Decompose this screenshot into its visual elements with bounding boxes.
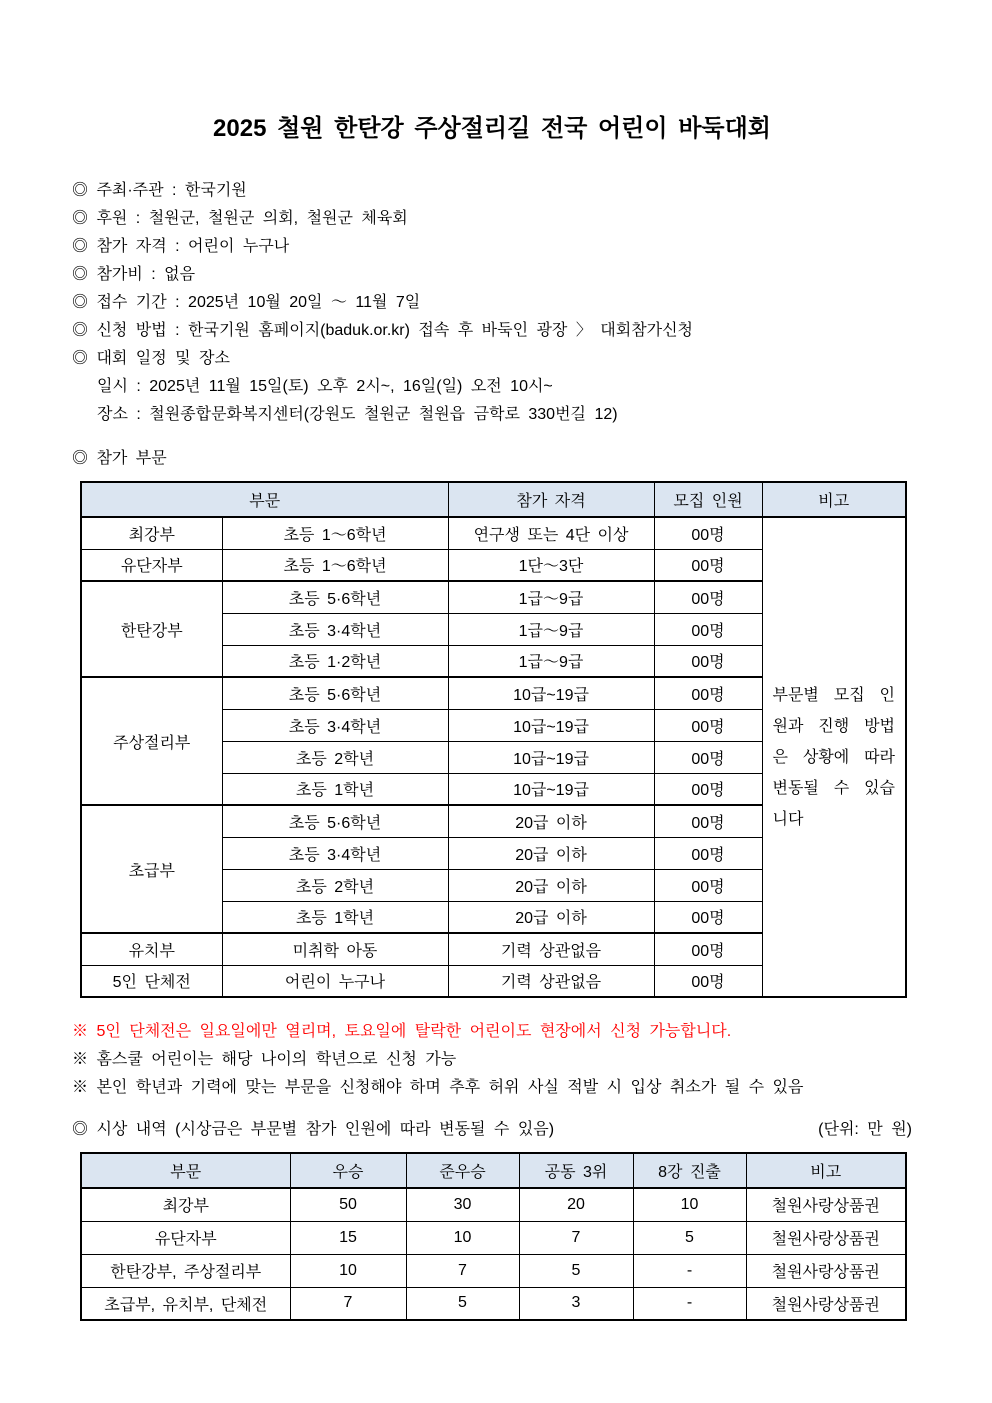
cell-division: 초급부, 유치부, 단체전 <box>81 1287 290 1320</box>
cell-qualification: 20급 이하 <box>448 805 654 837</box>
cell-winner-prize: 15 <box>290 1221 406 1254</box>
cell-capacity: 00명 <box>654 549 762 581</box>
cell-grade: 초등 1학년 <box>222 773 448 805</box>
cell-quarterfinal-prize: - <box>633 1287 746 1320</box>
cell-winner-prize: 10 <box>290 1254 406 1287</box>
cell-division: 최강부 <box>81 517 222 549</box>
cell-capacity: 00명 <box>654 773 762 805</box>
cell-capacity: 00명 <box>654 677 762 709</box>
table-row <box>81 517 906 549</box>
participation-section-heading: ◎ 참가 부문 <box>72 450 167 467</box>
cell-grade: 초등 2학년 <box>222 869 448 901</box>
cell-qualification: 20급 이하 <box>448 869 654 901</box>
prize-section-heading-row <box>72 1116 912 1144</box>
col-header-division: 부문 <box>81 1153 290 1188</box>
cell-winner-prize: 50 <box>290 1188 406 1221</box>
participation-table <box>80 481 907 998</box>
prize-section-heading: ◎ 시상 내역 (시상금은 부문별 참가 인원에 따라 변동될 수 있음) <box>72 1121 555 1138</box>
info-line-eligibility: ◎ 참가 자격 : 어린이 누구나 <box>72 238 290 255</box>
cell-capacity: 00명 <box>654 741 762 773</box>
col-header-capacity: 모집 인원 <box>654 482 762 517</box>
col-header-note: 비고 <box>746 1153 906 1188</box>
notes-list <box>72 1018 912 1102</box>
cell-joint-third-prize: 5 <box>519 1254 633 1287</box>
cell-qualification: 기력 상관없음 <box>448 965 654 997</box>
cell-qualification: 1급～9급 <box>448 581 654 613</box>
info-line-venue: 장소 : 철원종합문화복지센터(강원도 철원군 철원읍 금학로 330번길 12) <box>97 406 618 423</box>
cell-division: 유단자부 <box>81 549 222 581</box>
cell-grade: 미취학 아동 <box>222 933 448 965</box>
cell-joint-third-prize: 3 <box>519 1287 633 1320</box>
note-line-team-event: ※ 5인 단체전은 일요일에만 열리며, 토요일에 탈락한 어린이도 현장에서 신청 가능합니다. <box>72 1023 732 1040</box>
cell-runner-up-prize: 10 <box>406 1221 519 1254</box>
cell-division: 유치부 <box>81 933 222 965</box>
cell-note: 철원사랑상품권 <box>746 1254 906 1287</box>
cell-capacity: 00명 <box>654 517 762 549</box>
cell-capacity: 00명 <box>654 709 762 741</box>
cell-capacity: 00명 <box>654 613 762 645</box>
info-line-registration-period: ◎ 접수 기간 : 2025년 10월 20일 ～ 11월 7일 <box>72 294 421 311</box>
prize-table <box>80 1152 907 1321</box>
table-row <box>81 1287 906 1320</box>
cell-quarterfinal-prize: - <box>633 1254 746 1287</box>
cell-division: 한탄강부 <box>81 581 222 677</box>
cell-grade: 초등 1·2학년 <box>222 645 448 677</box>
cell-grade: 초등 1～6학년 <box>222 549 448 581</box>
cell-division: 주상절리부 <box>81 677 222 805</box>
cell-grade: 초등 5·6학년 <box>222 805 448 837</box>
cell-division: 한탄강부, 주상절리부 <box>81 1254 290 1287</box>
cell-qualification: 10급~19급 <box>448 741 654 773</box>
cell-grade: 초등 2학년 <box>222 741 448 773</box>
cell-grade: 초등 3·4학년 <box>222 837 448 869</box>
cell-capacity: 00명 <box>654 901 762 933</box>
cell-qualification: 1단～3단 <box>448 549 654 581</box>
cell-runner-up-prize: 5 <box>406 1287 519 1320</box>
note-line-homeschool: ※ 홈스쿨 어린이는 해당 나이의 학년으로 신청 가능 <box>72 1051 457 1068</box>
cell-division: 최강부 <box>81 1188 290 1221</box>
info-line-apply-method: ◎ 신청 방법 : 한국기원 홈페이지(baduk.or.kr) 접속 후 바둑인 광장 〉 대회참가신청 <box>72 322 694 339</box>
cell-grade: 초등 3·4학년 <box>222 709 448 741</box>
prize-unit-label: (단위: 만 원) <box>818 1121 912 1138</box>
cell-qualification: 10급~19급 <box>448 677 654 709</box>
cell-runner-up-prize: 30 <box>406 1188 519 1221</box>
cell-note: 철원사랑상품권 <box>746 1188 906 1221</box>
cell-qualification: 20급 이하 <box>448 837 654 869</box>
cell-division: 5인 단체전 <box>81 965 222 997</box>
cell-winner-prize: 7 <box>290 1287 406 1320</box>
cell-note: 철원사랑상품권 <box>746 1221 906 1254</box>
cell-qualification: 1급～9급 <box>448 613 654 645</box>
prize-header-row <box>81 1153 906 1188</box>
cell-joint-third-prize: 20 <box>519 1188 633 1221</box>
col-header-division: 부문 <box>81 482 448 517</box>
cell-grade: 초등 3·4학년 <box>222 613 448 645</box>
page-title: 2025 철원 한탄강 주상절리길 전국 어린이 바둑대회 <box>213 115 771 142</box>
cell-capacity: 00명 <box>654 869 762 901</box>
cell-grade: 초등 5·6학년 <box>222 677 448 709</box>
info-line-fee: ◎ 참가비 : 없음 <box>72 266 196 283</box>
cell-capacity: 00명 <box>654 645 762 677</box>
info-line-schedule-heading: ◎ 대회 일정 및 장소 <box>72 350 230 367</box>
cell-quarterfinal-prize: 10 <box>633 1188 746 1221</box>
cell-division: 초급부 <box>81 805 222 933</box>
col-header-winner: 우승 <box>290 1153 406 1188</box>
info-line-sponsor: ◎ 후원 : 철원군, 철원군 의회, 철원군 체육회 <box>72 210 408 227</box>
table-row <box>81 1254 906 1287</box>
cell-runner-up-prize: 7 <box>406 1254 519 1287</box>
info-line-datetime: 일시 : 2025년 11월 15일(토) 오후 2시~, 16일(일) 오전 10시~ <box>97 378 553 395</box>
cell-qualification: 10급~19급 <box>448 773 654 805</box>
cell-quarterfinal-prize: 5 <box>633 1221 746 1254</box>
col-header-note: 비고 <box>762 482 906 517</box>
cell-joint-third-prize: 7 <box>519 1221 633 1254</box>
col-header-joint-third: 공동 3위 <box>519 1153 633 1188</box>
cell-grade: 초등 1학년 <box>222 901 448 933</box>
col-header-runner-up: 준우승 <box>406 1153 519 1188</box>
cell-qualification: 기력 상관없음 <box>448 933 654 965</box>
cell-capacity: 00명 <box>654 837 762 869</box>
cell-qualification: 1급～9급 <box>448 645 654 677</box>
col-header-qualification: 참가 자격 <box>448 482 654 517</box>
cell-grade: 어린이 누구나 <box>222 965 448 997</box>
cell-note: 부문별 모집 인원과 진행 방법은 상황에 따라 변동될 수 있습니다 <box>762 517 906 997</box>
table-row <box>81 1188 906 1221</box>
cell-capacity: 00명 <box>654 933 762 965</box>
cell-division: 유단자부 <box>81 1221 290 1254</box>
participation-header-row <box>81 482 906 517</box>
cell-grade: 초등 1～6학년 <box>222 517 448 549</box>
info-line-host: ◎ 주최·주관 : 한국기원 <box>72 182 247 199</box>
col-header-quarterfinal: 8강 진출 <box>633 1153 746 1188</box>
note-line-disqualification: ※ 본인 학년과 기력에 맞는 부문을 신청해야 하며 추후 허위 사실 적발 시 입상 취소가 될 수 있음 <box>72 1079 804 1096</box>
cell-capacity: 00명 <box>654 805 762 837</box>
table-row <box>81 1221 906 1254</box>
cell-qualification: 20급 이하 <box>448 901 654 933</box>
info-list <box>72 177 912 429</box>
cell-note: 철원사랑상품권 <box>746 1287 906 1320</box>
cell-capacity: 00명 <box>654 965 762 997</box>
cell-qualification: 연구생 또는 4단 이상 <box>448 517 654 549</box>
cell-grade: 초등 5·6학년 <box>222 581 448 613</box>
cell-capacity: 00명 <box>654 581 762 613</box>
cell-qualification: 10급~19급 <box>448 709 654 741</box>
